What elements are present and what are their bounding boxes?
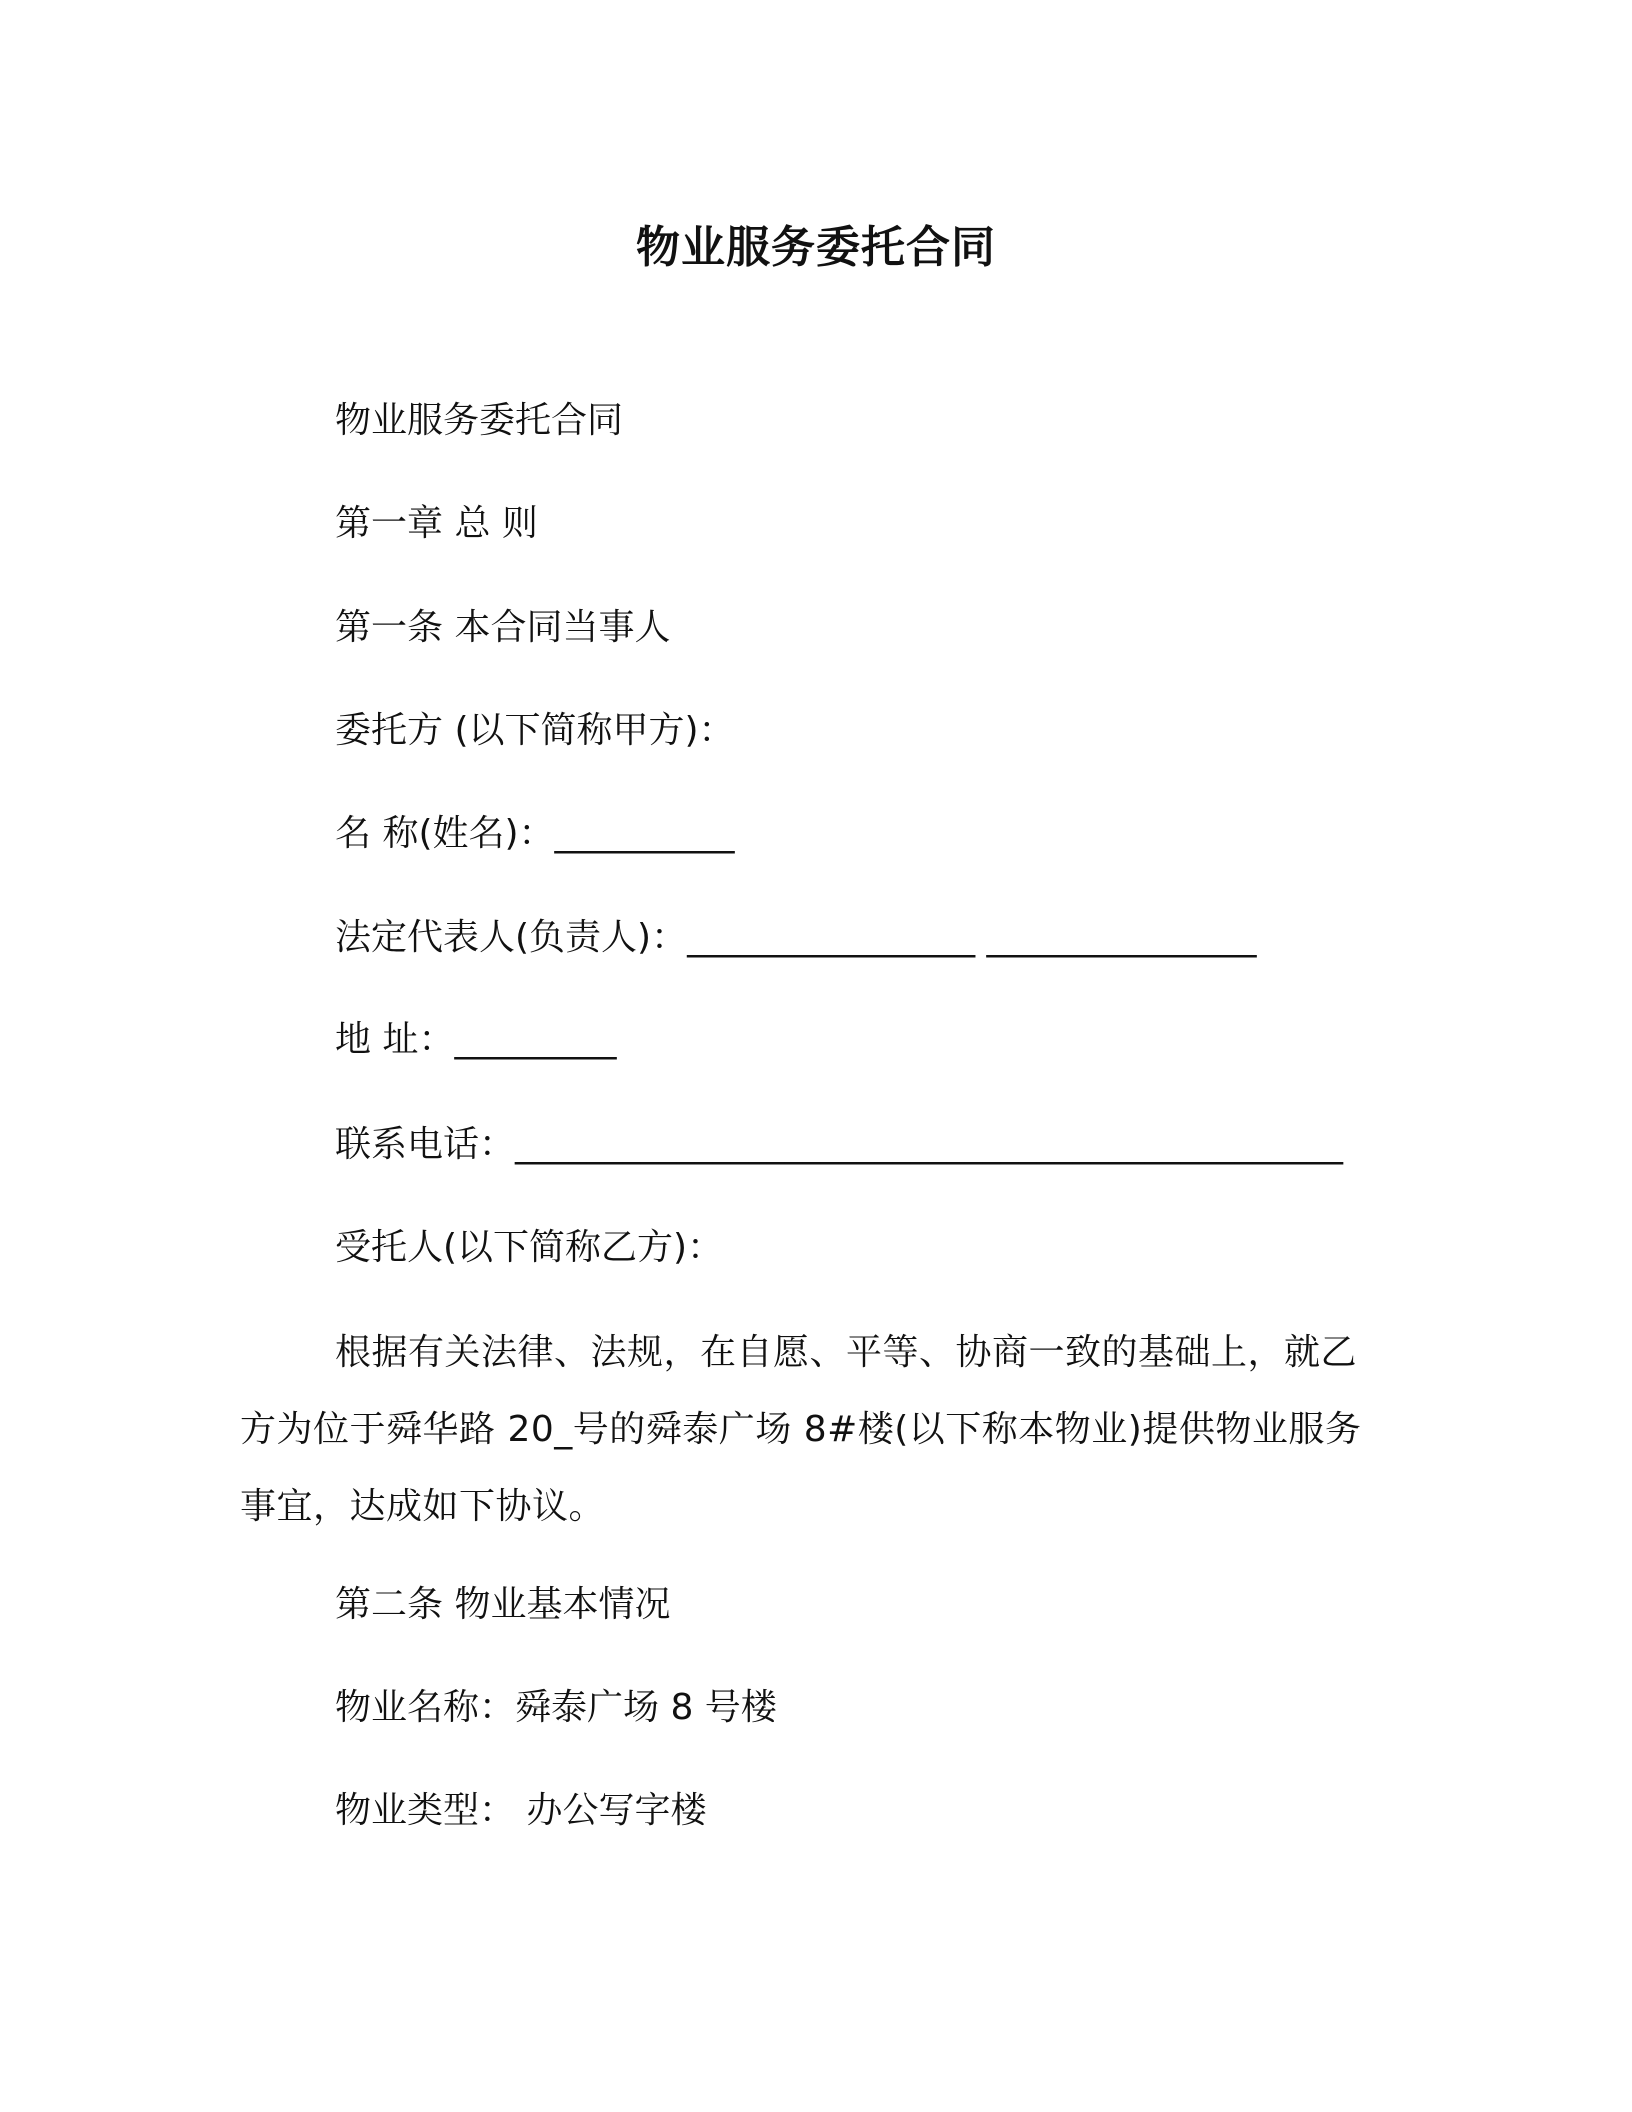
chapter-heading: 第一章 总 则 [335,503,538,544]
phone-field: 联系电话：______________________________________________ [335,1124,1344,1165]
legal-rep-field: 法定代表人(负责人)：________________ _______________ [335,917,1257,958]
property-type-field: 物业类型： 办公写字楼 [335,1790,707,1831]
article-heading: 第二条 物业基本情况 [335,1584,671,1625]
agreement-paragraph: 根据有关法律、法规，在自愿、平等、协商一致的基础上，就乙方为位于舜华路 20_号的舜泰广场 8#楼(以下称本物业)提供物业服务事宜，达成如下协议。 [240,1332,1362,1527]
party-b-label: 受托人(以下简称乙方)： [335,1227,724,1268]
document-title: 物业服务委托合同 [636,222,996,273]
address-field: 地 址：_________ [335,1019,617,1060]
name-field: 名 称(姓名)：__________ [335,813,735,854]
property-name-field: 物业名称：舜泰广场 8 号楼 [335,1687,777,1728]
article-heading: 第一条 本合同当事人 [335,607,671,648]
document-subtitle: 物业服务委托合同 [335,400,624,441]
party-a-label: 委托方 (以下简称甲方)： [335,710,735,751]
